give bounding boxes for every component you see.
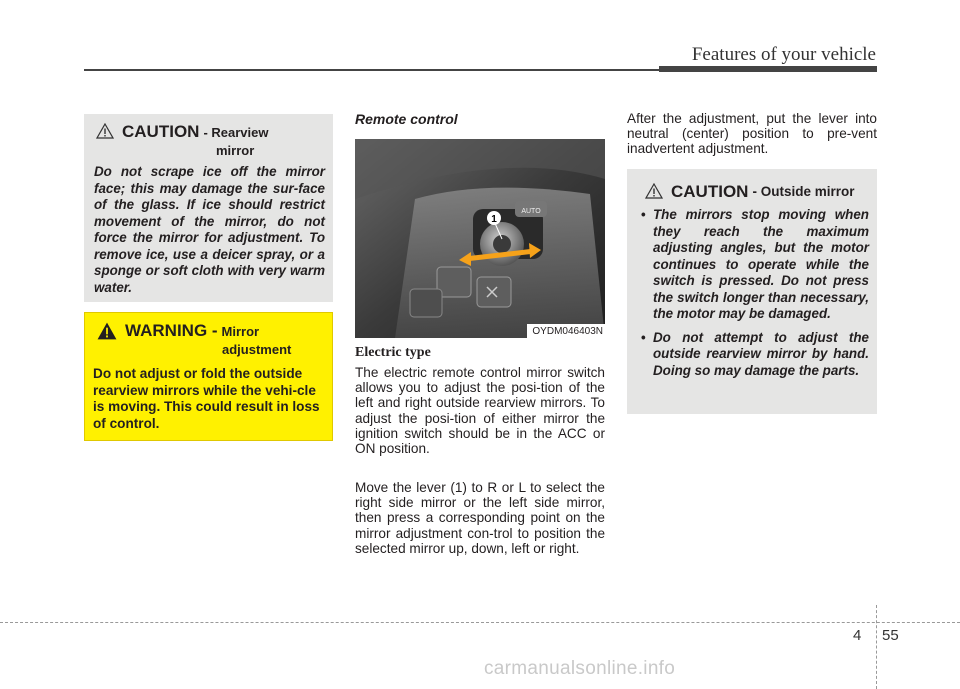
- warning-label: WARNING -: [125, 321, 218, 340]
- header-rule: [84, 69, 659, 71]
- caution-subtitle-2: mirror: [216, 143, 255, 158]
- figure-code: OYDM046403N: [532, 326, 603, 337]
- caution-bullet: • Do not attempt to adjust the outside rearview mirror by hand. Doing so may damage the parts.: [641, 329, 869, 378]
- figure-callout-1: 1: [491, 214, 497, 225]
- warning-triangle-icon: [97, 322, 117, 340]
- warning-subtitle-2: adjustment: [222, 342, 292, 357]
- page-number: 55: [882, 627, 899, 644]
- watermark-text: carmanualsonline.info: [484, 658, 676, 679]
- caution-rearview-title: [96, 123, 325, 159]
- caution-triangle-icon: [645, 183, 663, 199]
- warning-subtitle-1: Mirror: [221, 324, 260, 339]
- caution-outside-subtitle: - Outside mirror: [752, 184, 855, 199]
- footer-vertical-rule: [876, 605, 877, 689]
- remote-control-paragraph-2: Move the lever (1) to R or L to select the right side mirror or the left side mirror, then press a corresponding point on the mirror adjustment con-trol to position the selected mirror up, down, left or right.: [355, 480, 605, 556]
- mirror-switch-figure: [355, 139, 605, 338]
- running-header-title: Features of your vehicle: [691, 44, 876, 65]
- mirror-switch-illustration: [355, 139, 605, 338]
- footer-rule: [0, 622, 960, 623]
- caution-rearview-text: Do not scrape ice off the mirror face; this may damage the sur-face of the glass. If ice should restrict movement of the mirror, do not force the mirror for adjustment. To remove ice, use a deicer spray, or a sponge or soft cloth with very warm water.: [94, 164, 325, 295]
- section-title-remote-control: Remote control: [355, 111, 458, 127]
- header-bar: [659, 66, 877, 72]
- chapter-number: 4: [853, 627, 862, 644]
- caution-subtitle-1: - Rearview: [203, 125, 269, 140]
- caution-triangle-icon: [96, 123, 114, 139]
- warning-mirror-box: [84, 312, 333, 441]
- auto-button-label: AUTO: [521, 208, 541, 215]
- subheading-electric-type: Electric type: [355, 345, 431, 360]
- caution-outside-title: [645, 183, 869, 200]
- warning-mirror-text: Do not adjust or fold the outside rearview mirrors while the vehi-cle is moving. This could result in loss of control.: [93, 366, 320, 431]
- caution-rearview-box: [84, 114, 333, 302]
- right-column-paragraph: After the adjustment, put the lever into neutral (center) position to pre-vent inadvertent adjustment.: [627, 111, 877, 157]
- caution-outside-box: [627, 169, 877, 414]
- caution-bullet-text: The mirrors stop moving when they reach the maximum adjusting angles, but the motor continues to operate while the switch is pressed. Do not press the switch longer than necessary, the motor may be damaged.: [653, 207, 869, 321]
- caution-label: CAUTION: [671, 182, 749, 201]
- warning-mirror-title: [97, 322, 324, 358]
- caution-bullet: • The mirrors stop moving when they reach the maximum adjusting angles, but the motor continues to operate while the switch is pressed. Do not press the switch longer than necessary, the motor may be damaged.: [641, 207, 869, 321]
- caution-label: CAUTION: [122, 122, 200, 141]
- remote-control-paragraph-1: The electric remote control mirror switch allows you to adjust the posi-tion of the left and right outside rearview mirrors. To adjust the posi-tion of either mirror the ignition switch should be in the ACC or ON position.: [355, 365, 605, 457]
- caution-bullet-text: Do not attempt to adjust the outside rearview mirror by hand. Doing so may damage the parts.: [653, 329, 869, 378]
